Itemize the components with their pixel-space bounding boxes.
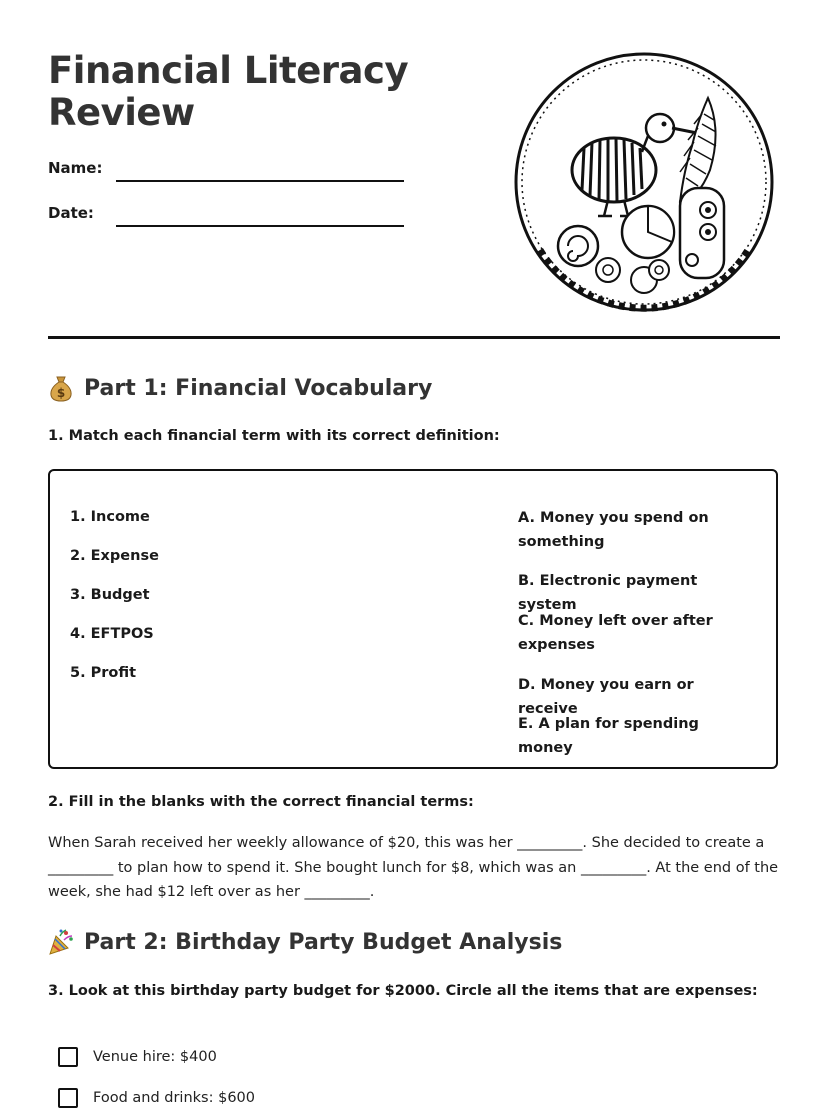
budget-item-label: Venue hire: $400: [93, 1049, 217, 1065]
definition-item: A. Money you spend on something: [518, 510, 709, 550]
party-popper-icon: [48, 928, 74, 956]
question-1: 1. Match each financial term with its correct definition:: [48, 428, 500, 444]
budget-item: [58, 1088, 255, 1108]
term-item: 2. Expense: [70, 548, 159, 564]
question-3: 3. Look at this birthday party budget for $2000. Circle all the items that are expenses:: [48, 983, 758, 999]
term-item: 5. Profit: [70, 665, 137, 681]
part1-heading: $ Part 1: Financial Vocabulary: [48, 374, 432, 402]
part2-heading: Part 2: Birthday Party Budget Analysis: [48, 928, 562, 956]
budget-item-label: Food and drinks: $600: [93, 1090, 255, 1106]
term-item: 4. EFTPOS: [70, 626, 154, 642]
page-title: Financial Literacy Review: [48, 49, 409, 134]
definition-item: C. Money left over after expenses: [518, 613, 713, 653]
definition-item: E. A plan for spending money: [518, 716, 699, 756]
kiwi-fern-seal-icon: [512, 50, 776, 314]
date-label: Date:: [48, 204, 94, 222]
definition-item: D. Money you earn or receive: [518, 677, 694, 717]
term-item: 3. Budget: [70, 587, 150, 603]
fill-in-paragraph: When Sarah received her weekly allowance of $20, this was her _________. She decided to create a _________ to plan how to spend it. She bought lunch for $8, which was an _________. At the end of the week, she had $12 left over as her _________.: [48, 835, 779, 900]
date-line[interactable]: [116, 225, 404, 227]
name-line[interactable]: [116, 180, 404, 182]
term-item: 1. Income: [70, 509, 150, 525]
money-bag-icon: [48, 374, 74, 402]
name-label: Name:: [48, 159, 103, 177]
header-divider: [48, 336, 780, 339]
definition-item: B. Electronic payment system: [518, 573, 698, 613]
budget-item-checkbox[interactable]: [58, 1047, 78, 1067]
matching-box: [48, 469, 778, 769]
svg-text:$: $: [56, 386, 66, 400]
budget-item-checkbox[interactable]: [58, 1088, 78, 1108]
budget-item: [58, 1047, 217, 1067]
question-2: 2. Fill in the blanks with the correct financial terms:: [48, 794, 474, 810]
